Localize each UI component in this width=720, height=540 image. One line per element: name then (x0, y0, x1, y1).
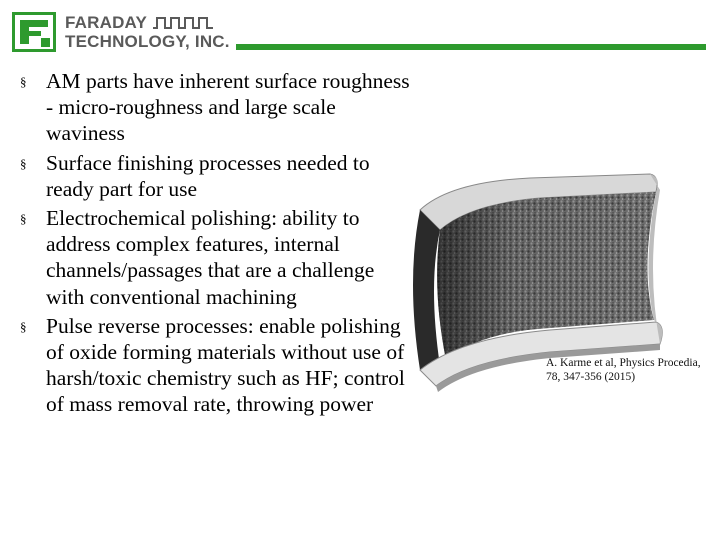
bullet-square-icon: § (20, 211, 27, 227)
bullet-square-icon: § (20, 74, 27, 89)
pulse-waveform-icon (153, 16, 217, 30)
logo-subtitle: TECHNOLOGY, INC. (65, 32, 230, 51)
bullet-square-icon: § (20, 318, 27, 334)
bullet-item: § Pulse reverse processes: enable polishing of oxide forming materials without use of harsh/toxic chemistry such as HF; control of mass removal rate, throwing power (20, 313, 405, 417)
header-divider (236, 44, 706, 50)
bullet-item: § AM parts have inherent surface roughness - micro-roughness and large scale waviness (20, 69, 410, 146)
faraday-logo-icon (12, 12, 56, 52)
bullet-list (20, 68, 415, 421)
bullet-item: § Surface finishing processes needed to ready part for use (20, 150, 370, 201)
figure-citation: A. Karme et al, Physics Procedia, 78, 347-356 (2015) (546, 357, 701, 383)
company-logo (12, 12, 240, 54)
bullet-square-icon: § (20, 155, 27, 171)
bullet-item: § Electrochemical polishing: ability to address complex features, internal channels/passages that are a challenge with conventional machining (20, 206, 375, 309)
logo-name: FARADAY (65, 13, 148, 32)
